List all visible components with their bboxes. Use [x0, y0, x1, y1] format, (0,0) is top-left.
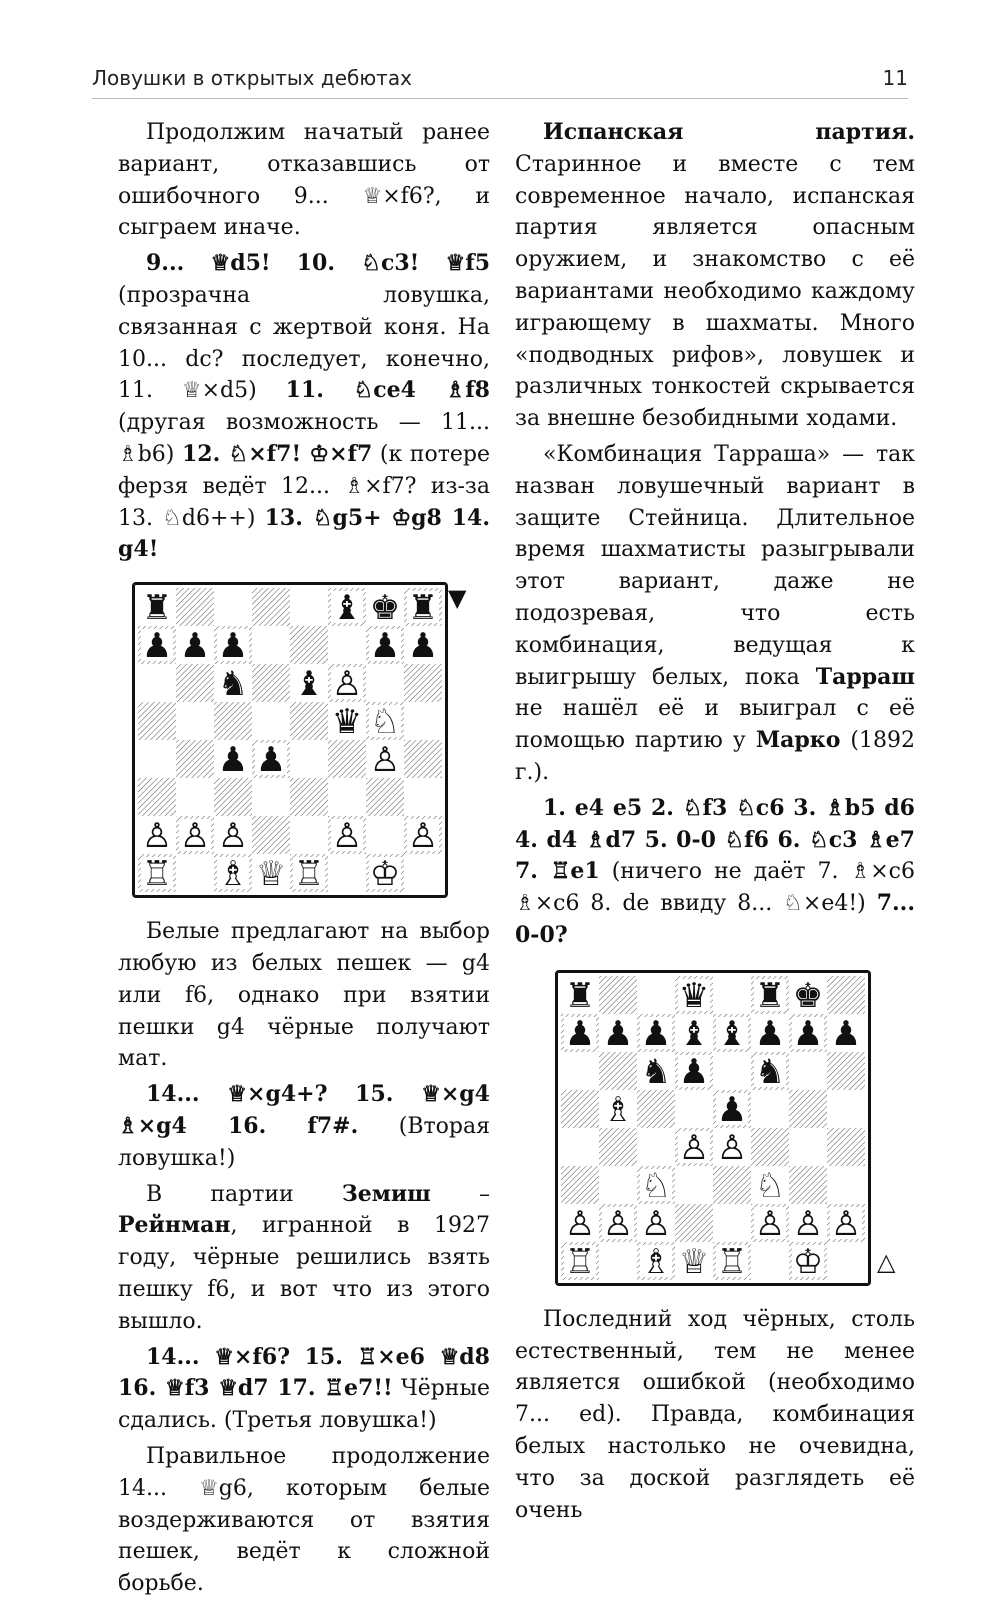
diagram-2-container	[515, 970, 915, 1290]
light-square	[290, 588, 328, 626]
text-run: «Комбинация Тарраша» — так назван ловушечный вариант в защите Стейница. Длительное время шахматисты разыгрывали этот вариант, даже не подозревая, что есть комбинация, ведущая к выигрышу белых, пока	[515, 441, 915, 690]
light-square	[561, 1052, 599, 1090]
bold-run: 14... ♕×f6? 15. ♖×e6 ♕d8 16. ♕f3 ♕d7 17. ♖e7!!	[118, 1343, 490, 1402]
black-rook-icon: ♜	[407, 588, 439, 629]
light-square	[138, 664, 176, 702]
dark-square	[138, 702, 176, 740]
dark-square	[252, 816, 290, 854]
paragraph-moves	[515, 793, 915, 952]
white-pawn-icon: ♙	[141, 816, 173, 857]
dark-square	[827, 976, 865, 1014]
dark-square	[675, 1204, 713, 1242]
light-square	[290, 740, 328, 778]
light-square	[138, 740, 176, 778]
black-pawn-icon: ♟	[564, 1013, 596, 1054]
light-square	[252, 702, 290, 740]
black-knight-icon: ♞	[217, 664, 249, 705]
black-queen-icon: ♛	[331, 702, 363, 743]
black-pawn-icon: ♟	[754, 1013, 786, 1054]
white-pawn-icon: ♙	[640, 1203, 672, 1244]
white-pawn-icon: ♙	[754, 1203, 786, 1244]
white-pawn-icon: ♙	[369, 740, 401, 781]
light-square	[637, 976, 675, 1014]
dark-square	[290, 626, 328, 664]
dark-square	[138, 778, 176, 816]
bold-run: 7... 0-0?	[515, 890, 915, 948]
text-run: Чёрные сдались. (Третья ловушка!)	[118, 1376, 491, 1434]
light-square	[328, 626, 366, 664]
dark-square	[214, 778, 252, 816]
bold-run: Тарраш	[815, 663, 915, 690]
white-pawn-icon: ♙	[217, 816, 249, 857]
black-rook-icon: ♜	[141, 588, 173, 629]
black-pawn-icon: ♟	[217, 626, 249, 667]
light-square	[404, 778, 442, 816]
paragraph: Последний ход чёрных, столь естественный, тем не менее является ошибкой (необходимо 7... ed). Правда, комбинация белых настолько не очевидна, что за доской разглядеть её очень	[515, 1306, 915, 1523]
text-run: (1892 г.).	[515, 728, 915, 785]
dark-square	[252, 664, 290, 702]
light-square	[789, 1052, 827, 1090]
light-square	[404, 702, 442, 740]
light-square	[561, 1128, 599, 1166]
white-pawn-icon: ♙	[716, 1127, 748, 1168]
light-square	[675, 1166, 713, 1204]
black-pawn-icon: ♟	[640, 1013, 672, 1054]
white-pawn-icon: ♙	[331, 816, 363, 857]
dark-square	[599, 1128, 637, 1166]
white-pawn-icon: ♙	[678, 1127, 710, 1168]
bold-run: Марко	[755, 727, 841, 754]
light-square	[637, 1128, 675, 1166]
text-run: не нашёл её и выиграл с её помощью партию у	[515, 696, 915, 754]
dark-square	[290, 702, 328, 740]
bold-run: Рейнман	[118, 1212, 231, 1239]
light-square	[751, 1242, 789, 1280]
dark-square	[789, 1166, 827, 1204]
chessboard-1	[138, 588, 442, 892]
paragraph: Продолжим начатый ранее вариант, отказавшись от ошибочного 9... ♕×f6?, и сыграем иначе.	[118, 120, 490, 241]
dark-square	[789, 1090, 827, 1128]
dark-square	[290, 778, 328, 816]
white-pawn-icon: ♙	[602, 1203, 634, 1244]
black-pawn-icon: ♟	[179, 626, 211, 667]
dark-square	[599, 1052, 637, 1090]
white-rook-icon: ♖	[564, 1241, 596, 1280]
black-rook-icon: ♜	[564, 975, 596, 1016]
light-square	[290, 816, 328, 854]
dark-square	[176, 740, 214, 778]
light-square	[599, 1166, 637, 1204]
chess-diagram-1	[132, 582, 448, 898]
black-queen-icon: ♛	[678, 975, 710, 1016]
dark-square	[599, 976, 637, 1014]
dark-square	[366, 778, 404, 816]
bold-run: 11. ♘ce4 ♗f8	[285, 377, 490, 404]
dark-square	[252, 588, 290, 626]
light-square	[176, 854, 214, 892]
black-knight-icon: ♞	[754, 1051, 786, 1092]
paragraph-moves	[118, 248, 490, 566]
light-square	[328, 778, 366, 816]
white-king-icon: ♔	[792, 1241, 824, 1280]
dark-square	[176, 588, 214, 626]
light-square	[827, 1090, 865, 1128]
chessboard-2	[561, 976, 865, 1280]
paragraph-moves	[118, 1079, 490, 1174]
bold-run: 12. ♘×f7! ♔×f7	[181, 440, 373, 467]
page-number: 11	[882, 66, 908, 90]
dark-square	[214, 702, 252, 740]
black-pawn-icon: ♟	[407, 626, 439, 667]
light-square	[713, 1052, 751, 1090]
text-run: , игранной в 1927 году, чёрные решились взять пешку f6, и вот что из этого вышло.	[118, 1213, 490, 1334]
black-pawn-icon: ♟	[716, 1089, 748, 1130]
running-header	[92, 62, 908, 99]
white-king-icon: ♔	[369, 854, 401, 893]
dark-square	[637, 1090, 675, 1128]
paragraph	[515, 439, 915, 789]
text-run: (Вторая ловушка!)	[118, 1113, 490, 1171]
black-king-icon: ♚	[792, 975, 824, 1016]
header-title: Ловушки в открытых дебютах	[92, 66, 412, 90]
black-pawn-icon: ♟	[217, 740, 249, 781]
light-square	[827, 1242, 865, 1280]
bold-run: 13. ♘g5+ ♔g8 14. g4!	[118, 504, 490, 563]
light-square	[328, 854, 366, 892]
dark-square	[176, 664, 214, 702]
light-square	[214, 588, 252, 626]
white-rook-icon: ♖	[293, 854, 325, 893]
dark-square	[404, 740, 442, 778]
light-square	[404, 854, 442, 892]
light-square	[366, 816, 404, 854]
black-pawn-icon: ♟	[830, 1013, 862, 1054]
paragraph-section-intro	[515, 117, 915, 435]
light-square	[751, 1090, 789, 1128]
paragraph	[118, 1179, 490, 1338]
text-run: (другая возможность — 11... ♗b6)	[118, 410, 490, 467]
light-square	[599, 1242, 637, 1280]
dark-square	[713, 1166, 751, 1204]
text-run: Старинное и вместе с тем современное начало, испанская партия является опасным оружием, и знакомство с её вариантами необходимо каждому играющему в шахматы. Много «подводных рифов», ловушек и различных тонкостей скрывается за внешне безобидными ходами.	[515, 151, 915, 432]
bold-run: 1. e4 e5 2. ♘f3 ♘c6 3. ♗b5 d6 4. d4 ♗d7 5. 0-0 ♘f6 6. ♘c3 ♗e7 7. ♖e1	[515, 794, 915, 885]
light-square	[713, 1204, 751, 1242]
paragraph: Правильное продолжение 14... ♕g6, которым белые воздерживаются от взятия пешек, ведёт к сложной борьбе.	[118, 1443, 490, 1597]
white-rook-icon: ♖	[141, 854, 173, 893]
bold-run: Испанская партия.	[543, 119, 915, 145]
black-pawn-icon: ♟	[792, 1013, 824, 1054]
white-pawn-icon: ♙	[407, 816, 439, 857]
diagram-1-container	[118, 582, 490, 902]
black-pawn-icon: ♟	[255, 740, 287, 781]
black-rook-icon: ♜	[754, 975, 786, 1016]
white-knight-icon: ♘	[754, 1165, 786, 1206]
white-knight-icon: ♘	[640, 1165, 672, 1206]
bold-run: 14... ♕×g4+? 15. ♕×g4 ♗×g4 16. f7#.	[118, 1081, 490, 1139]
dark-square	[404, 664, 442, 702]
right-column	[515, 117, 915, 1526]
black-bishop-icon: ♝	[293, 664, 325, 705]
light-square	[252, 778, 290, 816]
bold-run: 9... ♕d5! 10. ♘c3! ♕f5	[146, 250, 490, 277]
white-queen-icon: ♕	[678, 1241, 710, 1280]
dark-square	[827, 1052, 865, 1090]
left-column	[118, 117, 490, 1600]
light-square	[176, 778, 214, 816]
white-bishop-icon: ♗	[217, 854, 249, 893]
dark-square	[561, 1090, 599, 1128]
black-pawn-icon: ♟	[678, 1051, 710, 1092]
black-bishop-icon: ♝	[678, 1013, 710, 1054]
dark-square	[827, 1128, 865, 1166]
text-run: В партии	[146, 1181, 342, 1207]
black-pawn-icon: ♟	[602, 1013, 634, 1054]
chess-diagram-2	[555, 970, 871, 1286]
light-square	[252, 626, 290, 664]
text-run: (к потере ферзя ведёт 12... ♗×f7? из-за 13. ♘d6++)	[118, 441, 490, 531]
black-bishop-icon: ♝	[716, 1013, 748, 1054]
light-square	[789, 1128, 827, 1166]
white-bishop-icon: ♗	[602, 1089, 634, 1130]
bold-run: Земиш	[341, 1180, 431, 1207]
black-king-icon: ♚	[369, 588, 401, 629]
white-pawn-icon: ♙	[830, 1203, 862, 1244]
black-pawn-icon: ♟	[141, 626, 173, 667]
text-run: –	[430, 1181, 491, 1207]
light-square	[366, 664, 404, 702]
white-knight-icon: ♘	[369, 702, 401, 743]
white-to-move-icon: △	[877, 1247, 896, 1276]
dark-square	[751, 1128, 789, 1166]
light-square	[675, 1090, 713, 1128]
black-knight-icon: ♞	[640, 1051, 672, 1092]
white-pawn-icon: ♙	[331, 664, 363, 705]
light-square	[176, 702, 214, 740]
white-pawn-icon: ♙	[564, 1203, 596, 1244]
white-pawn-icon: ♙	[792, 1203, 824, 1244]
white-bishop-icon: ♗	[640, 1241, 672, 1280]
text-run: (ничего не даёт 7. ♗×c6 ♗×c6 8. de ввиду 8... ♘×e4!)	[515, 859, 916, 917]
light-square	[827, 1166, 865, 1204]
white-queen-icon: ♕	[255, 854, 287, 893]
paragraph-moves	[118, 1342, 490, 1437]
black-to-move-icon: ▼	[448, 584, 467, 613]
black-pawn-icon: ♟	[369, 626, 401, 667]
white-rook-icon: ♖	[716, 1241, 748, 1280]
white-pawn-icon: ♙	[179, 816, 211, 857]
dark-square	[561, 1166, 599, 1204]
dark-square	[328, 740, 366, 778]
paragraph: Белые предлагают на выбор любую из белых пешек — g4 или f6, однако при взятии пешки g4 чёрные получают мат.	[118, 919, 490, 1072]
light-square	[713, 976, 751, 1014]
black-bishop-icon: ♝	[331, 588, 363, 629]
text-run: (прозрачна ловушка, связанная с жертвой коня. На 10... dc? последует, конечно, 11. ♕×d5)	[118, 282, 490, 404]
